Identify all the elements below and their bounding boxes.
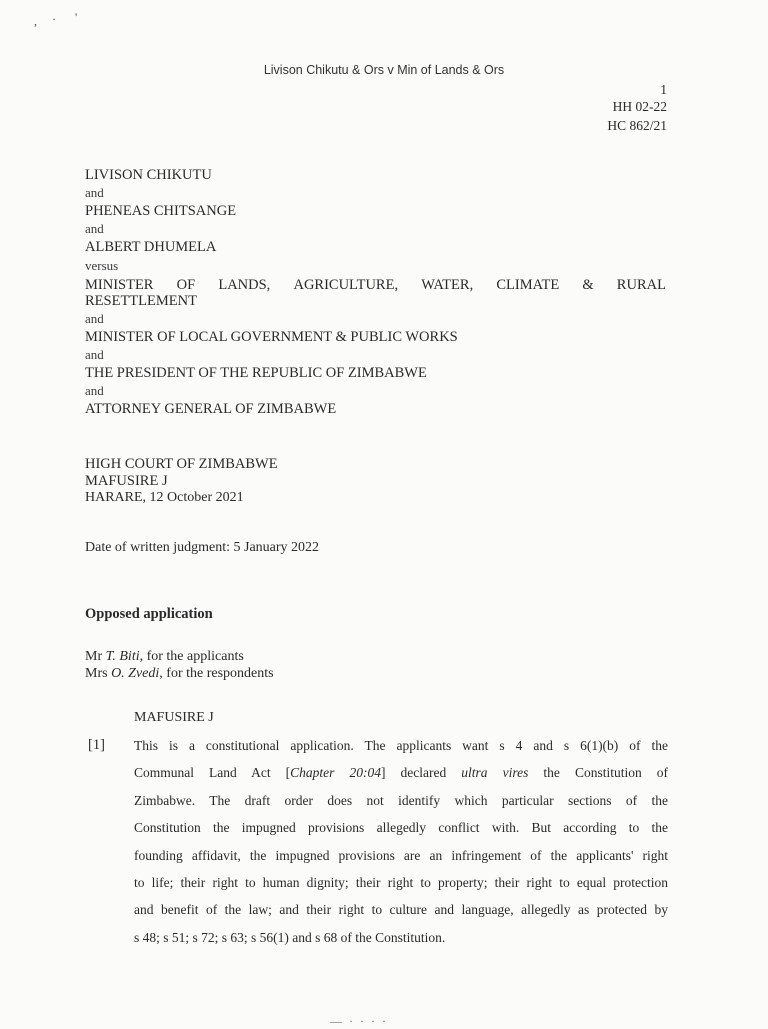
- court-name: HIGH COURT OF ZIMBABWE: [85, 456, 278, 472]
- party-connector: and: [85, 311, 104, 326]
- versus-label: versus: [85, 258, 119, 273]
- scan-mark: ': [75, 10, 78, 24]
- party-connector: and: [85, 185, 104, 200]
- paragraph-line: Constitution the impugned provisions allegedly conflict with. But according to the: [134, 820, 668, 836]
- paragraph-line: Zimbabwe. The draft order does not identify which particular sections of the: [134, 792, 668, 808]
- respondent-1-line-2: RESETTLEMENT: [85, 293, 197, 309]
- judgment-judge-heading: MAFUSIRE J: [134, 710, 214, 725]
- judgment-reference: HH 02-22: [612, 99, 667, 114]
- applicant-1: LIVISON CHIKUTU: [85, 167, 212, 183]
- running-header-case-title: Livison Chikutu & Ors v Min of Lands & Ors: [263, 63, 505, 77]
- paragraph-line: s 48; s 51; s 72; s 63; s 56(1) and s 68 of the Constitution.: [134, 929, 446, 945]
- cut-off-footer-text: — · · · ·: [330, 1014, 388, 1028]
- scan-mark: ,: [34, 14, 37, 28]
- case-number: HC 862/21: [607, 118, 667, 133]
- party-connector: and: [85, 383, 104, 398]
- paragraph-line: to life; their right to human dignity; their right to property; their right to equal protection: [134, 875, 668, 891]
- respondent-1-word: WATER,: [421, 277, 474, 293]
- paragraph-line: This is a constitutional application. The applicants want s 4 and s 6(1)(b) of the: [134, 738, 668, 753]
- judge-name: MAFUSIRE J: [85, 473, 168, 489]
- respondent-4: ATTORNEY GENERAL OF ZIMBABWE: [85, 401, 337, 417]
- latin-term: ultra vires: [461, 765, 529, 781]
- applicant-3: ALBERT DHUMELA: [85, 239, 217, 255]
- respondent-1-word: LANDS,: [218, 277, 271, 293]
- applicant-2: PHENEAS CHITSANGE: [85, 203, 237, 219]
- party-connector: and: [85, 347, 104, 362]
- respondent-1-word: &: [582, 277, 594, 293]
- party-connector: and: [85, 221, 104, 236]
- respondent-1-word: AGRICULTURE,: [293, 277, 399, 293]
- respondent-2: MINISTER OF LOCAL GOVERNMENT & PUBLIC WORKS: [85, 329, 458, 345]
- counsel-respondents: Mrs O. Zvedi, for the respondents: [85, 666, 274, 681]
- respondent-1-word: CLIMATE: [496, 277, 560, 293]
- counsel-respondents-name: O. Zvedi: [111, 666, 160, 681]
- statute-chapter: Chapter 20:04: [290, 765, 381, 781]
- application-type-heading: Opposed application: [85, 606, 213, 622]
- respondent-1-word: RURAL: [616, 277, 666, 293]
- respondent-1-word: MINISTER: [85, 277, 154, 293]
- page-number: 1: [660, 82, 667, 97]
- paragraph-line: and benefit of the law; and their right to culture and language, allegedly as protected by: [134, 902, 668, 918]
- paragraph-1: [134, 732, 668, 951]
- paragraph-line: founding affidavit, the impugned provisions are an infringement of the applicants' right: [134, 847, 668, 863]
- written-judgment-date: Date of written judgment: 5 January 2022: [85, 540, 320, 555]
- respondent-3: THE PRESIDENT OF THE REPUBLIC OF ZIMBABWE: [85, 365, 427, 381]
- respondent-1-word: OF: [176, 277, 196, 293]
- counsel-applicants: Mr T. Biti, for the applicants: [85, 649, 244, 664]
- paragraph-number: [1]: [88, 737, 105, 753]
- scan-mark: ·: [52, 12, 56, 26]
- paragraph-line: Communal Land Act [Chapter 20:04] declared ultra vires the Constitution of: [134, 765, 669, 781]
- hearing-place-date: HARARE, 12 October 2021: [85, 490, 244, 505]
- counsel-applicants-name: T. Biti: [105, 649, 140, 664]
